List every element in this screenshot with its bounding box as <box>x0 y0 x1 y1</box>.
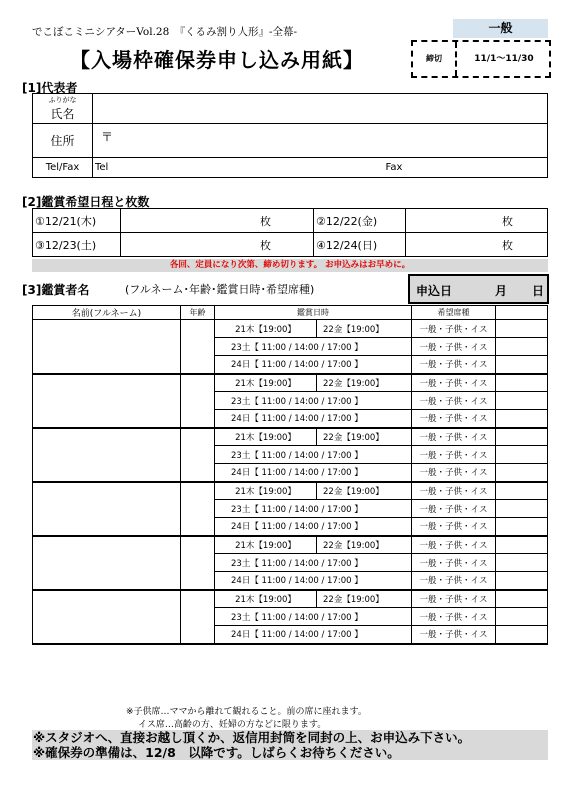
unit-label: 枚 <box>260 238 271 252</box>
tel-label: Tel <box>95 162 109 173</box>
seat-extra-field[interactable] <box>496 338 548 356</box>
viewer-age-field[interactable] <box>181 482 215 536</box>
seat-extra-field[interactable] <box>496 608 548 626</box>
apply-date-label: 申込日 <box>416 284 453 298</box>
seat-options[interactable]: 一般・子供・イス <box>412 392 496 410</box>
viewer-row <box>33 536 548 554</box>
seat-options[interactable]: 一般・子供・イス <box>412 482 496 500</box>
count-field-1[interactable] <box>121 209 314 233</box>
address-field[interactable] <box>93 124 548 158</box>
col-datetime-header: 鑑賞日時 <box>215 306 412 320</box>
seat-options[interactable]: 一般・子供・イス <box>412 338 496 356</box>
viewer-name-field[interactable] <box>33 536 181 590</box>
seat-extra-field[interactable] <box>496 590 548 608</box>
viewer-name-field[interactable] <box>33 320 181 374</box>
seat-extra-field[interactable] <box>496 356 548 374</box>
representative-table <box>32 93 548 178</box>
seat-extra-field[interactable] <box>496 554 548 572</box>
event-title: でこぼこミニシアターVol.28 『くるみ割り人形』-全幕- <box>32 26 298 38</box>
tel-field[interactable] <box>93 158 384 178</box>
slot-23-sat[interactable]: 23土【 11:00 / 14:00 / 17:00 】 <box>215 392 412 410</box>
count-field-3[interactable] <box>121 233 314 257</box>
footer-note-2: イス席…高齢の方、妊婦の方などに限ります。 <box>138 720 327 730</box>
slot-24-sun[interactable]: 24日【 11:00 / 14:00 / 17:00 】 <box>215 518 412 536</box>
capacity-notice: 各回、定員になり次第、締め切ります。 お申込みはお早めに。 <box>32 259 548 272</box>
name-field[interactable] <box>93 94 548 124</box>
slot-22-fri[interactable]: 22金【19:00】 <box>317 320 412 338</box>
date-label-3: ③12/23(土) <box>33 233 121 257</box>
seat-options[interactable]: 一般・子供・イス <box>412 626 496 644</box>
deadline-value: 11/1～11/30 <box>474 54 534 64</box>
seat-extra-field[interactable] <box>496 464 548 482</box>
col-seat-header: 希望席種 <box>412 306 496 320</box>
seat-extra-field[interactable] <box>496 536 548 554</box>
seat-extra-field[interactable] <box>496 482 548 500</box>
slot-24-sun[interactable]: 24日【 11:00 / 14:00 / 17:00 】 <box>215 356 412 374</box>
fax-field[interactable] <box>384 158 548 178</box>
slot-23-sat[interactable]: 23土【 11:00 / 14:00 / 17:00 】 <box>215 554 412 572</box>
viewer-table <box>32 305 548 645</box>
col-name-header: 名前(フルネーム) <box>33 306 181 320</box>
slot-24-sun[interactable]: 24日【 11:00 / 14:00 / 17:00 】 <box>215 572 412 590</box>
deadline-box <box>411 40 551 78</box>
postal-mark: 〒 <box>101 130 114 144</box>
col-extra-header <box>496 306 548 320</box>
seat-options[interactable]: 一般・子供・イス <box>412 410 496 428</box>
apply-date-box[interactable] <box>408 274 549 304</box>
footer-line-2: ※確保券の準備は、12/8 以降です。しばらくお待ちください。 <box>33 745 400 760</box>
slot-22-fri[interactable]: 22金【19:00】 <box>317 536 412 554</box>
slot-23-sat[interactable]: 23土【 11:00 / 14:00 / 17:00 】 <box>215 446 412 464</box>
telfax-label: Tel/Fax <box>33 158 93 178</box>
slot-24-sun[interactable]: 24日【 11:00 / 14:00 / 17:00 】 <box>215 410 412 428</box>
seat-extra-field[interactable] <box>496 392 548 410</box>
viewer-name-field[interactable] <box>33 590 181 644</box>
seat-options[interactable]: 一般・子供・イス <box>412 536 496 554</box>
seat-options[interactable]: 一般・子供・イス <box>412 572 496 590</box>
seat-options[interactable]: 一般・子供・イス <box>412 590 496 608</box>
slot-21-thu[interactable]: 21木【19:00】 <box>215 320 317 338</box>
form-title: 【入場枠確保券申し込み用紙】 <box>70 48 364 72</box>
unit-label: 枚 <box>502 238 513 252</box>
date-label-1: ①12/21(木) <box>33 209 121 233</box>
slot-23-sat[interactable]: 23土【 11:00 / 14:00 / 17:00 】 <box>215 338 412 356</box>
viewer-age-field[interactable] <box>181 536 215 590</box>
slot-21-thu[interactable]: 21木【19:00】 <box>215 428 317 446</box>
seat-extra-field[interactable] <box>496 626 548 644</box>
seat-extra-field[interactable] <box>496 518 548 536</box>
viewer-name-field[interactable] <box>33 428 181 482</box>
slot-22-fri[interactable]: 22金【19:00】 <box>317 482 412 500</box>
slot-22-fri[interactable]: 22金【19:00】 <box>317 590 412 608</box>
slot-21-thu[interactable]: 21木【19:00】 <box>215 482 317 500</box>
section3-heading: [3]鑑賞者名 <box>22 283 90 297</box>
slot-21-thu[interactable]: 21木【19:00】 <box>215 590 317 608</box>
seat-options[interactable]: 一般・子供・イス <box>412 446 496 464</box>
section2-heading: [2]鑑賞希望日程と枚数 <box>22 195 150 209</box>
seat-extra-field[interactable] <box>496 410 548 428</box>
seat-extra-field[interactable] <box>496 572 548 590</box>
count-field-2[interactable] <box>406 209 548 233</box>
slot-21-thu[interactable]: 21木【19:00】 <box>215 374 317 392</box>
viewer-row <box>33 320 548 338</box>
seat-options[interactable]: 一般・子供・イス <box>412 554 496 572</box>
section3-note: (フルネーム･年齢･鑑賞日時･希望席種) <box>125 283 315 296</box>
footer-note-1: ※子供席…ママから離れて観れること。前の席に座れます。 <box>126 707 367 717</box>
slot-22-fri[interactable]: 22金【19:00】 <box>317 428 412 446</box>
col-age-header: 年齢 <box>181 306 215 320</box>
seat-extra-field[interactable] <box>496 320 548 338</box>
seat-options[interactable]: 一般・子供・イス <box>412 356 496 374</box>
viewer-row <box>33 374 548 392</box>
furigana-label: ふりがな <box>48 96 77 104</box>
category-badge: 一般 <box>453 19 548 38</box>
seat-options[interactable]: 一般・子供・イス <box>412 374 496 392</box>
slot-23-sat[interactable]: 23土【 11:00 / 14:00 / 17:00 】 <box>215 608 412 626</box>
date-label-2: ②12/22(金) <box>314 209 406 233</box>
seat-options[interactable]: 一般・子供・イス <box>412 518 496 536</box>
unit-label: 枚 <box>502 214 513 228</box>
seat-options[interactable]: 一般・子供・イス <box>412 608 496 626</box>
seat-options[interactable]: 一般・子供・イス <box>412 500 496 518</box>
month-label: 月 <box>495 284 508 298</box>
schedule-count-table <box>32 208 548 257</box>
seat-extra-field[interactable] <box>496 446 548 464</box>
seat-extra-field[interactable] <box>496 428 548 446</box>
address-label: 住所 <box>33 124 93 158</box>
slot-22-fri[interactable]: 22金【19:00】 <box>317 374 412 392</box>
viewer-row <box>33 590 548 608</box>
section1-heading: [1]代表者 <box>22 81 78 95</box>
day-label: 日 <box>532 284 545 298</box>
viewer-age-field[interactable] <box>181 374 215 428</box>
seat-extra-field[interactable] <box>496 374 548 392</box>
count-field-4[interactable] <box>406 233 548 257</box>
unit-label: 枚 <box>260 214 271 228</box>
viewer-name-field[interactable] <box>33 374 181 428</box>
fax-label: Fax <box>385 162 403 173</box>
viewer-row <box>33 428 548 446</box>
slot-21-thu[interactable]: 21木【19:00】 <box>215 536 317 554</box>
slot-24-sun[interactable]: 24日【 11:00 / 14:00 / 17:00 】 <box>215 626 412 644</box>
seat-options[interactable]: 一般・子供・イス <box>412 428 496 446</box>
name-label: 氏名 <box>50 107 75 121</box>
seat-options[interactable]: 一般・子供・イス <box>412 464 496 482</box>
footer-line-1: ※スタジオへ、直接お越し頂くか、返信用封筒を同封の上、お申込み下さい。 <box>33 730 471 745</box>
seat-options[interactable]: 一般・子供・イス <box>412 320 496 338</box>
seat-extra-field[interactable] <box>496 500 548 518</box>
viewer-age-field[interactable] <box>181 428 215 482</box>
viewer-age-field[interactable] <box>181 320 215 374</box>
viewer-age-field[interactable] <box>181 590 215 644</box>
viewer-name-field[interactable] <box>33 482 181 536</box>
deadline-label: 締切 <box>413 42 457 76</box>
name-label-cell <box>33 94 93 124</box>
slot-23-sat[interactable]: 23土【 11:00 / 14:00 / 17:00 】 <box>215 500 412 518</box>
date-label-4: ④12/24(日) <box>314 233 406 257</box>
viewer-row <box>33 482 548 500</box>
slot-24-sun[interactable]: 24日【 11:00 / 14:00 / 17:00 】 <box>215 464 412 482</box>
footer-instructions <box>32 730 548 760</box>
